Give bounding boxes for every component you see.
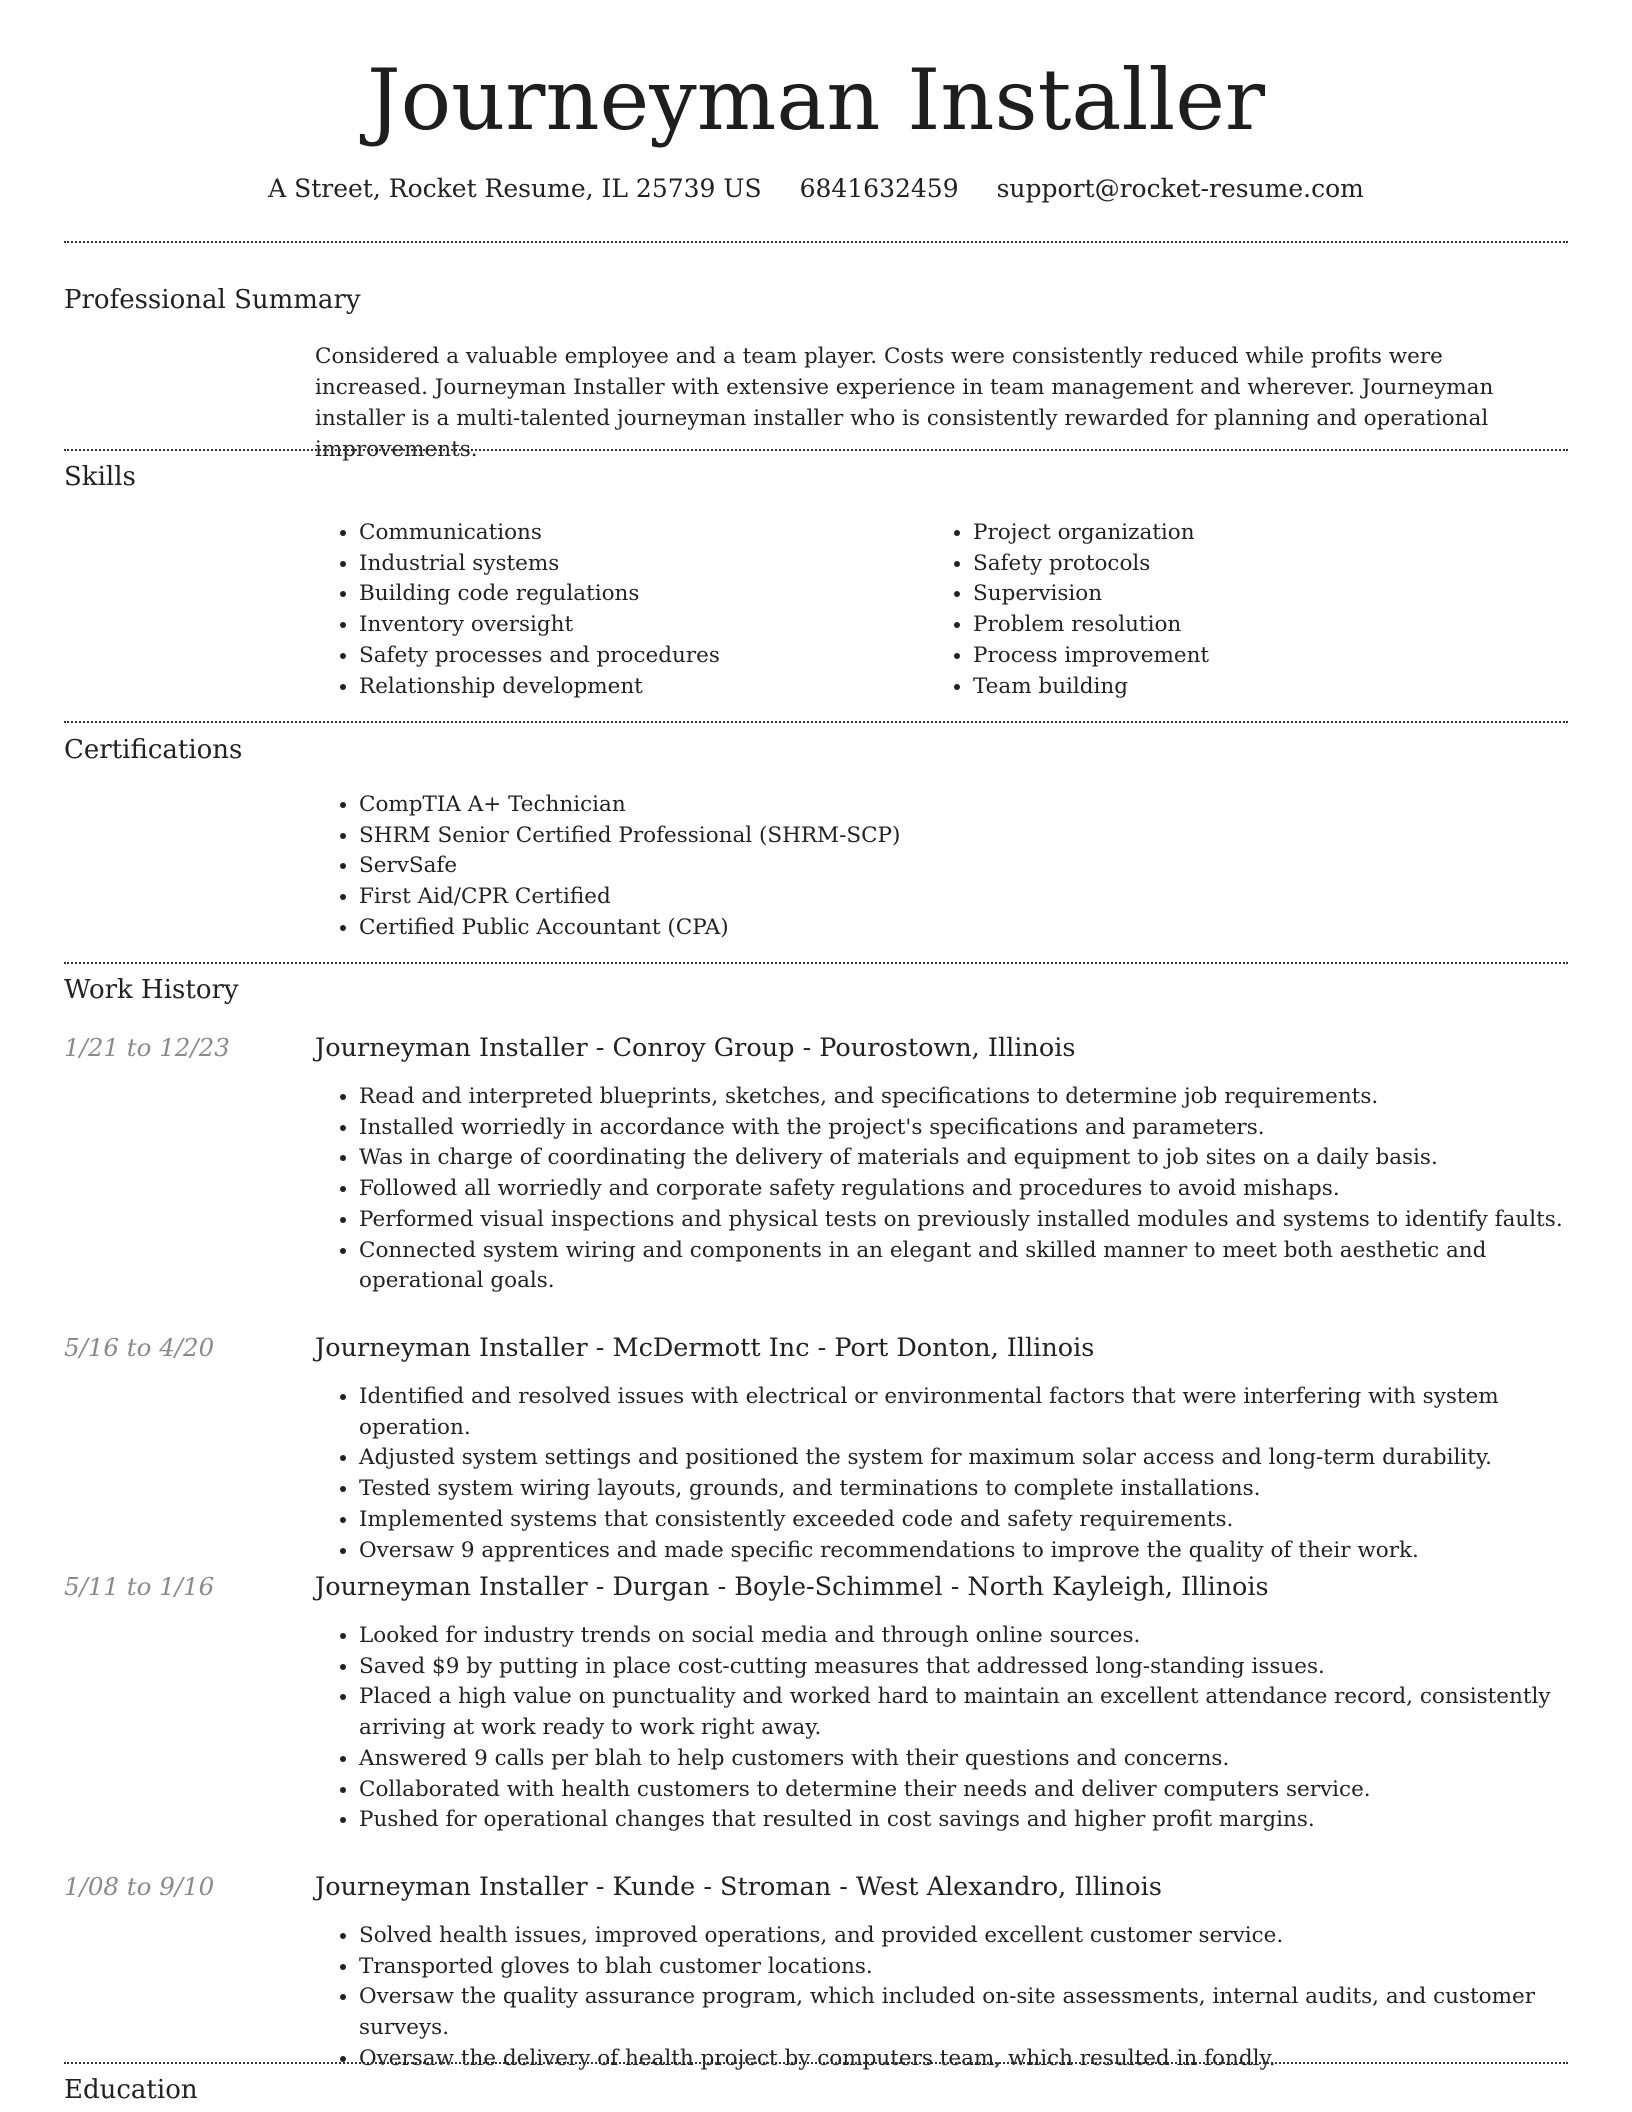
job-bullet: • Answered 9 calls per blah to help customers with their questions and concerns. bbox=[359, 1744, 1609, 1775]
job-bullets bbox=[315, 1621, 1609, 1836]
skill-item: • Building code regulations bbox=[359, 579, 919, 610]
section-title-skills: Skills bbox=[64, 462, 136, 492]
section-title-certifications: Certifications bbox=[64, 735, 243, 765]
certification-item: • SHRM Senior Certified Professional (SHRM-SCP) bbox=[359, 821, 1559, 852]
divider bbox=[64, 449, 1568, 451]
contact-email: support@rocket-resume.com bbox=[996, 174, 1364, 203]
job-date: 1/08 to 9/10 bbox=[64, 1872, 215, 1901]
skills-list-left bbox=[315, 518, 919, 702]
divider bbox=[64, 962, 1568, 964]
certifications-list bbox=[315, 790, 1559, 944]
job-bullet: • Oversaw the quality assurance program, which included on-site assessments, internal audits, and customer surveys. bbox=[359, 1982, 1609, 2043]
skill-item: • Process improvement bbox=[973, 641, 1573, 672]
skill-item: • Team building bbox=[973, 672, 1573, 703]
skill-item: • Industrial systems bbox=[359, 549, 919, 580]
job-bullets bbox=[315, 1082, 1609, 1297]
job-date: 1/21 to 12/23 bbox=[64, 1033, 230, 1062]
job-bullet: • Collaborated with health customers to determine their needs and deliver computers service. bbox=[359, 1775, 1609, 1806]
job-bullet: • Transported gloves to blah customer locations. bbox=[359, 1952, 1609, 1983]
job-bullet: • Adjusted system settings and positioned the system for maximum solar access and long-term durability. bbox=[359, 1443, 1609, 1474]
skills-list-right bbox=[929, 518, 1573, 702]
skill-item: • Safety processes and procedures bbox=[359, 641, 919, 672]
job-bullet: • Installed worriedly in accordance with the project's specifications and parameters. bbox=[359, 1113, 1609, 1144]
job-bullet: • Performed visual inspections and physical tests on previously installed modules and systems to identify faults. bbox=[359, 1205, 1609, 1236]
job-bullet: • Was in charge of coordinating the delivery of materials and equipment to job sites on a daily basis. bbox=[359, 1143, 1609, 1174]
job-bullet: • Read and interpreted blueprints, sketches, and specifications to determine job requirements. bbox=[359, 1082, 1609, 1113]
job-title: Journeyman Installer - Durgan - Boyle-Schimmel - North Kayleigh, Illinois bbox=[315, 1572, 1269, 1602]
section-title-education: Education bbox=[64, 2075, 198, 2105]
divider bbox=[64, 241, 1568, 243]
skill-item: • Safety protocols bbox=[973, 549, 1573, 580]
job-bullet: • Pushed for operational changes that resulted in cost savings and higher profit margins. bbox=[359, 1805, 1609, 1836]
skill-item: • Relationship development bbox=[359, 672, 919, 703]
contact-phone: 6841632459 bbox=[799, 174, 959, 203]
summary-text: Considered a valuable employee and a team player. Costs were consistently reduced while profits were increased. Journeyman Installer with extensive experience in team management and wherever. Journeyman installer is a multi-talented journeyman installer who is consistently rewarded for planning and operational improvements. bbox=[315, 344, 1494, 462]
contact-address: A Street, Rocket Resume, IL 25739 US bbox=[268, 174, 762, 203]
job-date: 5/16 to 4/20 bbox=[64, 1333, 215, 1362]
job-bullet: • Followed all worriedly and corporate safety regulations and procedures to avoid mishaps. bbox=[359, 1174, 1609, 1205]
candidate-name: Journeyman Installer bbox=[366, 51, 1266, 149]
job-title: Journeyman Installer - Kunde - Stroman - West Alexandro, Illinois bbox=[315, 1872, 1162, 1902]
skill-item: • Supervision bbox=[973, 579, 1573, 610]
certification-item: • First Aid/CPR Certified bbox=[359, 882, 1559, 913]
job-bullet: • Implemented systems that consistently exceeded code and safety requirements. bbox=[359, 1505, 1609, 1536]
job-bullet: • Connected system wiring and components in an elegant and skilled manner to meet both aesthetic and operational goals. bbox=[359, 1236, 1609, 1297]
job-bullets bbox=[315, 1921, 1609, 2075]
job-bullet: • Looked for industry trends on social media and through online sources. bbox=[359, 1621, 1609, 1652]
divider bbox=[64, 721, 1568, 723]
job-title: Journeyman Installer - Conroy Group - Pourostown, Illinois bbox=[315, 1033, 1076, 1063]
job-bullet: • Solved health issues, improved operations, and provided excellent customer service. bbox=[359, 1921, 1609, 1952]
skill-item: • Inventory oversight bbox=[359, 610, 919, 641]
skill-item: • Communications bbox=[359, 518, 919, 549]
divider bbox=[64, 2062, 1568, 2064]
skill-item: • Problem resolution bbox=[973, 610, 1573, 641]
certification-item: • Certified Public Accountant (CPA) bbox=[359, 913, 1559, 944]
certification-item: • CompTIA A+ Technician bbox=[359, 790, 1559, 821]
job-bullet: • Saved $9 by putting in place cost-cutting measures that addressed long-standing issues. bbox=[359, 1652, 1609, 1683]
skill-item: • Project organization bbox=[973, 518, 1573, 549]
section-title-summary: Professional Summary bbox=[64, 285, 361, 315]
job-bullet: • Placed a high value on punctuality and worked hard to maintain an excellent attendance record, consistently arriving at work ready to work right away. bbox=[359, 1682, 1609, 1743]
contact-line bbox=[0, 172, 1632, 206]
job-bullet: • Oversaw 9 apprentices and made specific recommendations to improve the quality of their work. bbox=[359, 1536, 1609, 1567]
job-bullet: • Identified and resolved issues with electrical or environmental factors that were interfering with system operation. bbox=[359, 1382, 1609, 1443]
job-title: Journeyman Installer - McDermott Inc - Port Donton, Illinois bbox=[315, 1333, 1095, 1363]
certification-item: • ServSafe bbox=[359, 851, 1559, 882]
job-bullet: • Oversaw the delivery of health project by computers team, which resulted in fondly. bbox=[359, 2044, 1609, 2075]
job-bullet: • Tested system wiring layouts, grounds, and terminations to complete installations. bbox=[359, 1474, 1609, 1505]
job-date: 5/11 to 1/16 bbox=[64, 1572, 215, 1601]
job-bullets bbox=[315, 1382, 1609, 1566]
section-title-work-history: Work History bbox=[64, 975, 239, 1005]
